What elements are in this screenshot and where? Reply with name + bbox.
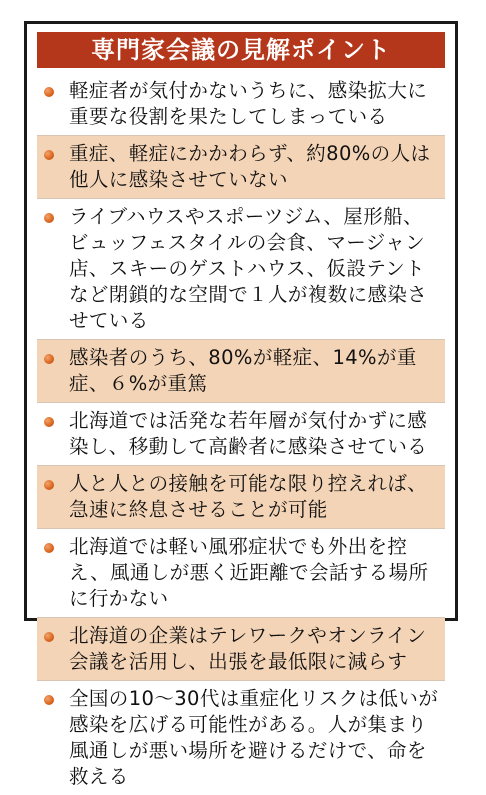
list-item — [37, 529, 445, 618]
list-item — [37, 199, 445, 340]
bullet-dot-icon — [44, 632, 54, 642]
bullet-dot-icon — [44, 150, 54, 160]
bullet-dot-icon — [44, 480, 54, 490]
list-item-text: 北海道の企業はテレワークやオンライン会議を活用し、出張を最低限に減らす — [69, 624, 427, 673]
list-item-text: 北海道では活発な若年層が気付かずに感染し、移動して高齢者に感染させている — [69, 409, 428, 458]
bullet-dot-icon — [44, 417, 54, 427]
list-item — [37, 466, 445, 529]
list-item-text: ライブハウスやスポーツジム、屋形船、ビュッフェスタイルの会食、マージャン店、スキーのゲストハウス、仮設テントなど閉鎖的な空間で１人が複数に感染させている — [69, 205, 428, 332]
list-item — [37, 340, 445, 403]
points-box — [24, 21, 458, 788]
list-item-text: 人と人との接触を可能な限り控えれば、急速に終息させることが可能 — [69, 472, 428, 521]
list-item-text: 北海道では軽い風邪症状でも外出を控え、風通しが悪く近距離で会話する場所に行かない — [69, 535, 429, 610]
list-item — [37, 618, 445, 681]
list-item-text: 軽症者が気付かないうちに、感染拡大に重要な役割を果たしてしまっている — [69, 79, 428, 128]
box-title: 専門家会議の見解ポイント — [37, 32, 445, 68]
bullet-dot-icon — [44, 543, 54, 553]
bullet-dot-icon — [44, 87, 54, 97]
list-item — [37, 73, 445, 136]
points-list — [37, 73, 445, 795]
list-item — [37, 403, 445, 466]
bullet-dot-icon — [44, 695, 54, 705]
bullet-dot-icon — [44, 213, 54, 223]
bullet-dot-icon — [44, 354, 54, 364]
list-item — [37, 681, 445, 795]
list-item-text: 全国の10～30代は重症化リスクは低いが感染を広げる可能性がある。人が集まり風通しが悪い場所を避けるだけで、命を救える — [69, 687, 439, 788]
list-item-text: 重症、軽症にかかわらず、約80%の人は他人に感染させていない — [69, 142, 431, 191]
list-item — [37, 136, 445, 199]
list-item-text: 感染者のうち、80%が軽症、14%が重症、６%が重篤 — [69, 346, 417, 395]
